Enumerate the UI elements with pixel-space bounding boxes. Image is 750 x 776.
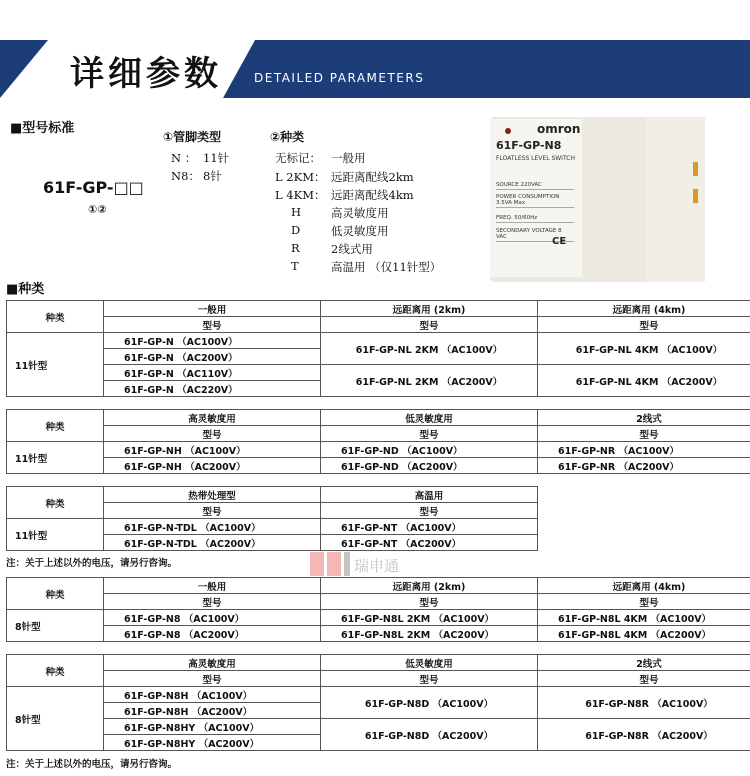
table-cell: 61F-GP-N8HY （AC200V） xyxy=(104,735,321,751)
model-header: 型号 xyxy=(104,426,321,442)
kind-option-value: 高灵敏度用 xyxy=(331,206,389,220)
table-cell: 61F-GP-N （AC220V） xyxy=(104,381,321,397)
col-header: 远距离用 (4km) xyxy=(538,301,750,317)
table-cell: 61F-GP-N-TDL （AC200V） xyxy=(104,535,321,551)
row-label: 11针型 xyxy=(7,442,104,474)
table-cell: 61F-GP-NL 2KM （AC200V） xyxy=(321,365,538,397)
table-cell: 61F-GP-N8 （AC200V） xyxy=(104,626,321,642)
table-cell: 61F-GP-NT （AC100V） xyxy=(321,519,538,535)
model-header: 型号 xyxy=(321,503,538,519)
model-header: 型号 xyxy=(104,503,321,519)
table-cell: 61F-GP-NR （AC200V） xyxy=(538,458,750,474)
col-header: 远距离用 (2km) xyxy=(321,578,538,594)
model-header: 型号 xyxy=(104,317,321,333)
table-11pin-general xyxy=(6,300,750,397)
model-header: 型号 xyxy=(321,426,538,442)
table-cell: 61F-GP-N8R （AC100V） xyxy=(538,687,750,719)
table-cell: 61F-GP-N8L 2KM （AC200V） xyxy=(321,626,538,642)
kind-option xyxy=(275,187,485,205)
relay-spec: SOURCE 220VAC xyxy=(496,182,574,190)
table-8pin-sensitivity xyxy=(6,654,750,751)
pin-option-value: 11针 xyxy=(203,151,230,165)
table-cell: 61F-GP-NT （AC200V） xyxy=(321,535,538,551)
kind-option-value: 一般用 xyxy=(331,151,366,165)
model-code-positions: ①② xyxy=(88,203,107,216)
col-header: 2线式 xyxy=(538,655,750,671)
kind-option-key: D xyxy=(291,223,301,237)
relay-spec: POWER CONSUMPTION 3.5VA Max xyxy=(496,194,574,208)
table-cell: 61F-GP-ND （AC100V） xyxy=(321,442,538,458)
voltage-note: 注：关于上述以外的电压，请另行咨询。 xyxy=(6,558,178,569)
table-cell: 61F-GP-N8 （AC100V） xyxy=(104,610,321,626)
table-cell: 61F-GP-NH （AC200V） xyxy=(104,458,321,474)
model-header: 型号 xyxy=(104,671,321,687)
kind-option-key: R xyxy=(291,241,300,255)
table-cell: 61F-GP-N-TDL （AC100V） xyxy=(104,519,321,535)
relay-terminal xyxy=(693,189,698,203)
watermark-logo xyxy=(308,549,418,579)
table-cell: 61F-GP-NL 2KM （AC100V） xyxy=(321,333,538,365)
table-cell: 61F-GP-NH （AC100V） xyxy=(104,442,321,458)
table-cell: 61F-GP-N （AC110V） xyxy=(104,365,321,381)
kind-option xyxy=(275,169,485,187)
model-header: 型号 xyxy=(321,671,538,687)
table-cell: 61F-GP-N8D （AC200V） xyxy=(321,719,538,751)
banner-blue-band xyxy=(215,40,750,98)
header-banner xyxy=(0,40,750,98)
table-cell: 61F-GP-N8HY （AC100V） xyxy=(104,719,321,735)
kind-header: 种类 xyxy=(7,301,104,333)
col-header: 远距离用 (2km) xyxy=(321,301,538,317)
watermark-text: 瑞申通 xyxy=(354,557,400,575)
kind-option-value: 2线式用 xyxy=(331,242,373,256)
row-label: 11针型 xyxy=(7,519,104,551)
model-code: 61F-GP-□□ xyxy=(43,178,144,197)
kind-header: 种类 xyxy=(7,578,104,610)
relay-model: 61F-GP-N8 xyxy=(496,139,562,152)
table-cell: 61F-GP-N （AC100V） xyxy=(104,333,321,349)
kind-option-value: 低灵敏度用 xyxy=(331,224,389,238)
ce-mark: CE xyxy=(552,236,567,247)
model-header: 型号 xyxy=(104,594,321,610)
pin-type-title: ①管脚类型 xyxy=(163,130,222,144)
kind-option-key: T xyxy=(291,259,299,273)
kind-title: ②种类 xyxy=(270,130,305,144)
row-label: 8针型 xyxy=(7,687,104,751)
page-title: 详细参数 xyxy=(70,54,222,94)
table-cell: 61F-GP-N （AC200V） xyxy=(104,349,321,365)
kind-header: 种类 xyxy=(7,655,104,687)
kind-option xyxy=(275,259,485,277)
table-cell: 61F-GP-N8R （AC200V） xyxy=(538,719,750,751)
kind-option xyxy=(275,241,485,259)
table-cell: 61F-GP-NL 4KM （AC200V） xyxy=(538,365,750,397)
model-standard-heading: ■型号标准 xyxy=(10,121,75,136)
table-cell: 61F-GP-N8D （AC100V） xyxy=(321,687,538,719)
table-cell: 61F-GP-ND （AC200V） xyxy=(321,458,538,474)
voltage-note: 注：关于上述以外的电压，请另行咨询。 xyxy=(6,759,178,770)
pin-option-key: N ： xyxy=(171,151,197,165)
relay-brand: omron xyxy=(537,122,581,136)
types-heading: ■种类 xyxy=(6,282,45,297)
relay-label-face xyxy=(490,119,582,277)
col-header: 一般用 xyxy=(104,578,321,594)
col-header: 一般用 xyxy=(104,301,321,317)
col-header: 远距离用 (4km) xyxy=(538,578,750,594)
col-header: 热带处理型 xyxy=(104,487,321,503)
col-header: 2线式 xyxy=(538,410,750,426)
table-cell: 61F-GP-NL 4KM （AC100V） xyxy=(538,333,750,365)
table-cell: 61F-GP-N8H （AC100V） xyxy=(104,687,321,703)
kind-option xyxy=(275,223,485,241)
table-11pin-special xyxy=(6,486,538,551)
row-label: 11针型 xyxy=(7,333,104,397)
table-cell: 61F-GP-N8H （AC200V） xyxy=(104,703,321,719)
pin-option-key: N8： xyxy=(171,169,200,183)
pin-option-value: 8针 xyxy=(203,169,222,183)
kind-option-key: L 2KM： xyxy=(275,170,326,184)
table-11pin-sensitivity xyxy=(6,409,750,474)
relay-spec: SECONDARY VOLTAGE 8 VAC xyxy=(496,228,574,242)
relay-product-photo xyxy=(490,117,710,285)
model-header: 型号 xyxy=(321,594,538,610)
model-header: 型号 xyxy=(321,317,538,333)
table-8pin-general xyxy=(6,577,750,642)
col-header: 低灵敏度用 xyxy=(321,410,538,426)
table-cell: 61F-GP-NR （AC100V） xyxy=(538,442,750,458)
model-header: 型号 xyxy=(538,594,750,610)
kind-header: 种类 xyxy=(7,410,104,442)
model-header: 型号 xyxy=(538,317,750,333)
col-header: 高温用 xyxy=(321,487,538,503)
relay-led-indicator xyxy=(505,128,511,134)
col-header: 高灵敏度用 xyxy=(104,410,321,426)
kind-option xyxy=(275,205,485,223)
page-subtitle: DETAILED PARAMETERS xyxy=(254,71,425,85)
kind-option-key: L 4KM： xyxy=(275,188,326,202)
banner-left-accent xyxy=(0,40,48,98)
col-header: 低灵敏度用 xyxy=(321,655,538,671)
model-header: 型号 xyxy=(538,426,750,442)
relay-desc: FLOATLESS LEVEL SWITCH xyxy=(496,155,575,162)
pin-option xyxy=(163,168,263,186)
kind-option-key: H xyxy=(291,205,302,219)
kind-option-value: 远距离配线4km xyxy=(331,188,414,202)
col-header: 高灵敏度用 xyxy=(104,655,321,671)
row-label: 8针型 xyxy=(7,610,104,642)
kind-option-key: 无标记： xyxy=(275,151,321,165)
kind-header: 种类 xyxy=(7,487,104,519)
table-cell: 61F-GP-N8L 4KM （AC200V） xyxy=(538,626,750,642)
table-cell: 61F-GP-N8L 4KM （AC100V） xyxy=(538,610,750,626)
relay-terminal xyxy=(693,162,698,176)
pin-option xyxy=(163,150,263,168)
table-cell: 61F-GP-N8L 2KM （AC100V） xyxy=(321,610,538,626)
kind-option xyxy=(275,150,485,168)
relay-spec: FREQ. 50/60Hz xyxy=(496,215,574,223)
kind-option-value: 高温用 （仅11针型） xyxy=(331,260,442,274)
kind-option-value: 远距离配线2km xyxy=(331,170,414,184)
model-header: 型号 xyxy=(538,671,750,687)
